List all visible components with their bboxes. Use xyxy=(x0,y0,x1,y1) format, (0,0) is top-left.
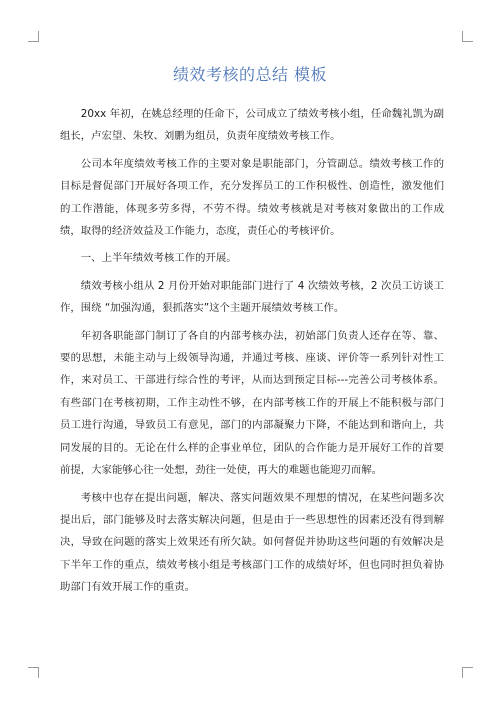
crop-mark-top-right xyxy=(462,31,473,42)
paragraph: 年初各职能部门制订了各自的内部考核办法，初始部门负责人还存在等、靠、要的思想，未能主动与上级领导沟通，并通过考核、座谈、评价等一系列针对性工作，来对员工、干部进行综合性的考评，从而达到预定目标---完善公司考核体系。有些部门在考核初期，工作主动性不够，在内部考核工作的开展上不能积极与部门员工进行沟通，导致员工有意见，部门的内部凝聚力下降，不能达到和谐向上，共同发展的目的。无论在什么样的企事业单位，团队的合作能力是开展好工作的首要前提，大家能够心往一处想，劲往一处使，再大的难题也能迎刃而解。 xyxy=(60,329,444,477)
document-title: 绩效考核的总结 模板 xyxy=(172,65,328,84)
paragraph: 考核中也存在提出问题，解决、落实问题效果不理想的情况，在某些问题多次提出后，部门能够及时去落实解决问题，但是由于一些思想性的因素还没有得到解决，导致在问题的落实上效果还有所欠缺。如何督促并协助这些问题的有效解决是下半年工作的重点，绩效考核小组是考核部门工作的成绩好坏，但也同时担负着协助部门有效开展工作的重责。 xyxy=(60,491,444,594)
document-body xyxy=(60,103,444,604)
paragraph: 20xx 年初，在姚总经理的任命下，公司成立了绩效考核小组，任命魏礼凯为副组长，卢宏望、朱牧、刘鹏为组员，负责年度绩效考核工作。 xyxy=(60,108,444,143)
paragraph: 绩效考核小组从 2 月份开始对职能部门进行了 4 次绩效考核，2 次员工访谈工作，围绕 “加强沟通，狠抓落实”这个主题开展绩效考核工作。 xyxy=(60,279,444,315)
crop-mark-bottom-left xyxy=(28,667,39,678)
paragraph: 公司本年度绩效考核工作的主要对象是职能部门，分管副总。绩效考核工作的目标是督促部门开展好各项工作，充分发挥员工的工作积极性、创造性，激发他们的工作潜能，体现多劳多得，不劳不得。绩效考核就是对考核对象做出的工作成绩，取得的经济效益及工作能力，态度，责任心的考核评价。 xyxy=(60,157,444,238)
section-heading: 一、上半年绩效考核工作的开展。 xyxy=(80,252,237,265)
crop-mark-bottom-right xyxy=(462,667,473,678)
crop-mark-top-left xyxy=(28,31,39,42)
